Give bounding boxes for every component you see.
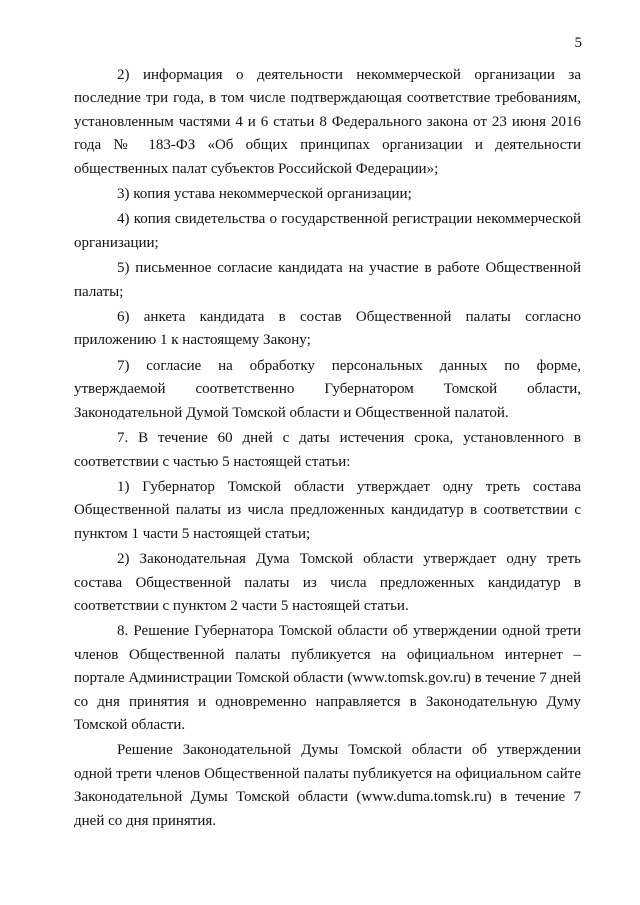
paragraph-item-2-info: 2) информация о деятельности некоммерческой организации за последние три года, в том числе подтверждающая соответствие требованиям, установленным частями 4 и 6 статьи 8 Федерального закона от 23 июня 2016 года № 183-ФЗ «Об общих принципах организации и деятельности общественных палат субъектов Российской Федерации»; <box>74 67 581 177</box>
paragraph-item-7-personal-data: 7) согласие на обработку персональных данных по форме, утверждаемой соответственно Губернатором Томской области, Законодательной Думой Томской области и Общественной палатой. <box>74 357 581 421</box>
paragraph-item-4-certificate: 4) копия свидетельства о государственной регистрации некоммерческой организации; <box>74 211 581 251</box>
paragraph-item-3-charter: 3) копия устава некоммерческой организации; <box>117 186 412 203</box>
paragraph-section-8-duma-decision: Решение Законодательной Думы Томской области об утверждении одной трети членов Общественной палаты публикуется на официальном сайте Законодательной Думы Томской области (www.duma.tomsk.ru) в течение 7 дней со дня принятия. <box>74 742 581 829</box>
paragraph-item-6-questionnaire: 6) анкета кандидата в состав Общественной палаты согласно приложению 1 к настоящему Закону; <box>74 309 581 349</box>
paragraph-item-5-consent: 5) письменное согласие кандидата на участие в работе Общественной палаты; <box>74 260 581 300</box>
page-number: 5 <box>574 35 582 51</box>
document-body <box>74 64 581 835</box>
paragraph-section-7-item-2: 2) Законодательная Дума Томской области утверждает одну треть состава Общественной палаты из числа предложенных кандидатур в соответствии с пунктом 2 части 5 настоящей статьи. <box>74 551 581 614</box>
paragraph-section-8: 8. Решение Губернатора Томской области об утверждении одной трети членов Общественной палаты публикуется на официальном интернет – портале Администрации Томской области (www.tomsk.gov.ru) в течение 7 дней со дня принятия и одновременно направляется в Законодательную Думу Томской области. <box>74 623 581 733</box>
paragraph-section-7-item-1: 1) Губернатор Томской области утверждает одну треть состава Общественной палаты из числа предложенных кандидатур в соответствии с пунктом 1 части 5 настоящей статьи; <box>74 478 581 542</box>
paragraph-section-7: 7. В течение 60 дней с даты истечения срока, установленного в соответствии с частью 5 настоящей статьи: <box>74 430 581 470</box>
